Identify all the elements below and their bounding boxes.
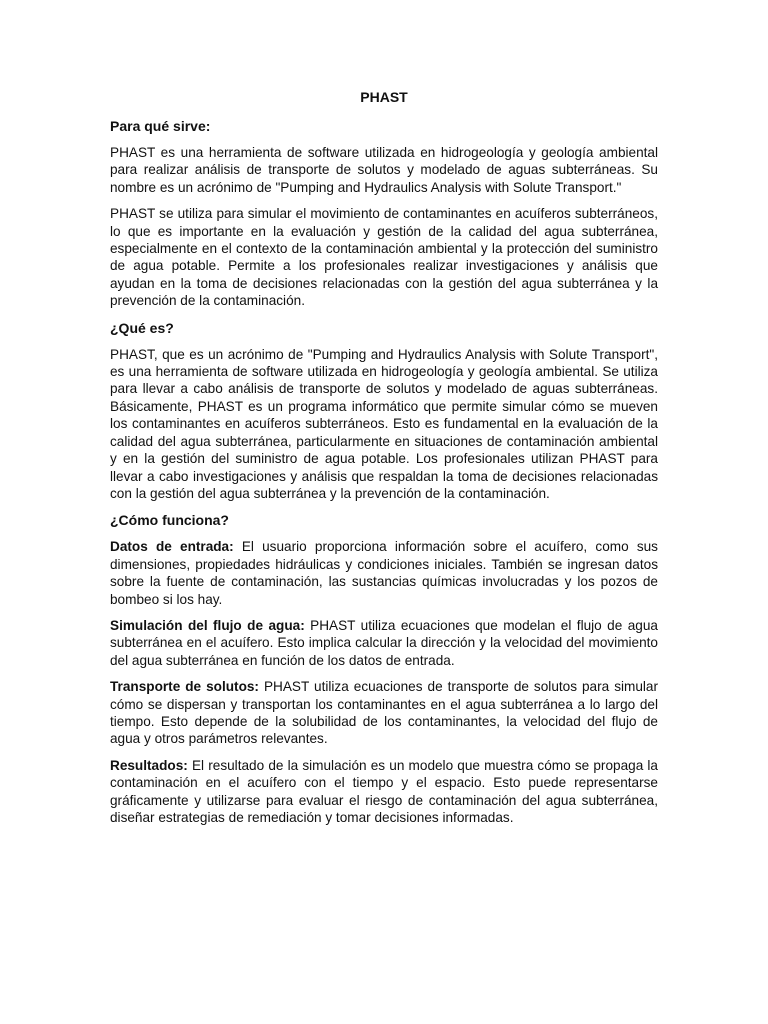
paragraph: PHAST se utiliza para simular el movimiento de contaminantes en acuíferos subterráneos, lo que es importante en la evaluación y gestión de la calidad del agua subterránea, especialmente en el contexto de la contaminación ambiental y la protección del suministro de agua potable. Permite a los profesionales realizar investigaciones y análisis que ayudan en la toma de decisiones relacionadas con la gestión del agua subterránea y la prevención de la contaminación. (110, 206, 658, 309)
paragraph-transporte-solutos (110, 678, 658, 748)
paragraph-simulacion-flujo (110, 617, 658, 669)
section-heading-para-que-sirve: Para qué sirve: (110, 118, 211, 134)
paragraph-resultados (110, 757, 658, 827)
paragraph: PHAST, que es un acrónimo de "Pumping and Hydraulics Analysis with Solute Transport", es una herramienta de software utilizada en hidrogeología y geología ambiental. Se utiliza para llevar a cabo análisis de transporte de solutos y modelado de aguas subterráneas. Básicamente, PHAST es un programa informático que permite simular cómo se mueven los contaminantes en acuíferos subterráneos. Esto es fundamental en la evaluación de la calidad del agua subterránea, particularmente en situaciones de contaminación ambiental y en la gestión del suministro de agua potable. Los profesionales utilizan PHAST para llevar a cabo investigaciones y análisis que respaldan la toma de decisiones relacionadas con la gestión del agua subterránea y la prevención de la contaminación. (110, 346, 658, 501)
paragraph-label: Datos de entrada: (110, 539, 234, 555)
paragraph-label: Transporte de solutos: (110, 679, 259, 695)
paragraph-label: Simulación del flujo de agua: (110, 617, 305, 633)
section-heading-como-funciona: ¿Cómo funciona? (110, 512, 229, 529)
paragraph-text: El usuario proporciona información sobre el acuífero, como sus dimensiones, propiedades hidráulicas y condiciones iniciales. También se ingresan datos sobre la fuente de contaminación, las sustancias químicas involucradas y los pozos de bombeo si los hay. (110, 539, 658, 607)
paragraph-label: Resultados: (110, 757, 188, 773)
paragraph-text: El resultado de la simulación es un modelo que muestra cómo se propaga la contaminación en el acuífero con el tiempo y el espacio. Esto puede representarse gráficamente y utilizarse para evaluar el riesgo de contaminación del agua subterránea, diseñar estrategias de remediación y tomar decisiones informadas. (110, 757, 658, 825)
document-title: PHAST (360, 89, 408, 105)
paragraph-text: PHAST utiliza ecuaciones de transporte de solutos para simular cómo se dispersan y transportan los contaminantes en el agua subterránea a lo largo del tiempo. Esto depende de la solubilidad de los contaminantes, la velocidad del flujo de agua y otros parámetros relevantes. (110, 679, 658, 747)
document-page (110, 88, 658, 835)
section-heading-que-es: ¿Qué es? (110, 319, 174, 336)
paragraph: PHAST es una herramienta de software utilizada en hidrogeología y geología ambiental para realizar análisis de transporte de solutos y modelado de aguas subterráneas. Su nombre es un acrónimo de "Pumping and Hydraulics Analysis with Solute Transport." (110, 145, 658, 195)
paragraph-datos-de-entrada (110, 538, 658, 608)
paragraph-text: PHAST utiliza ecuaciones que modelan el flujo de agua subterránea en el acuífero. Esto implica calcular la dirección y la velocidad del movimiento del agua subterránea en función de los datos de entrada. (110, 617, 658, 668)
